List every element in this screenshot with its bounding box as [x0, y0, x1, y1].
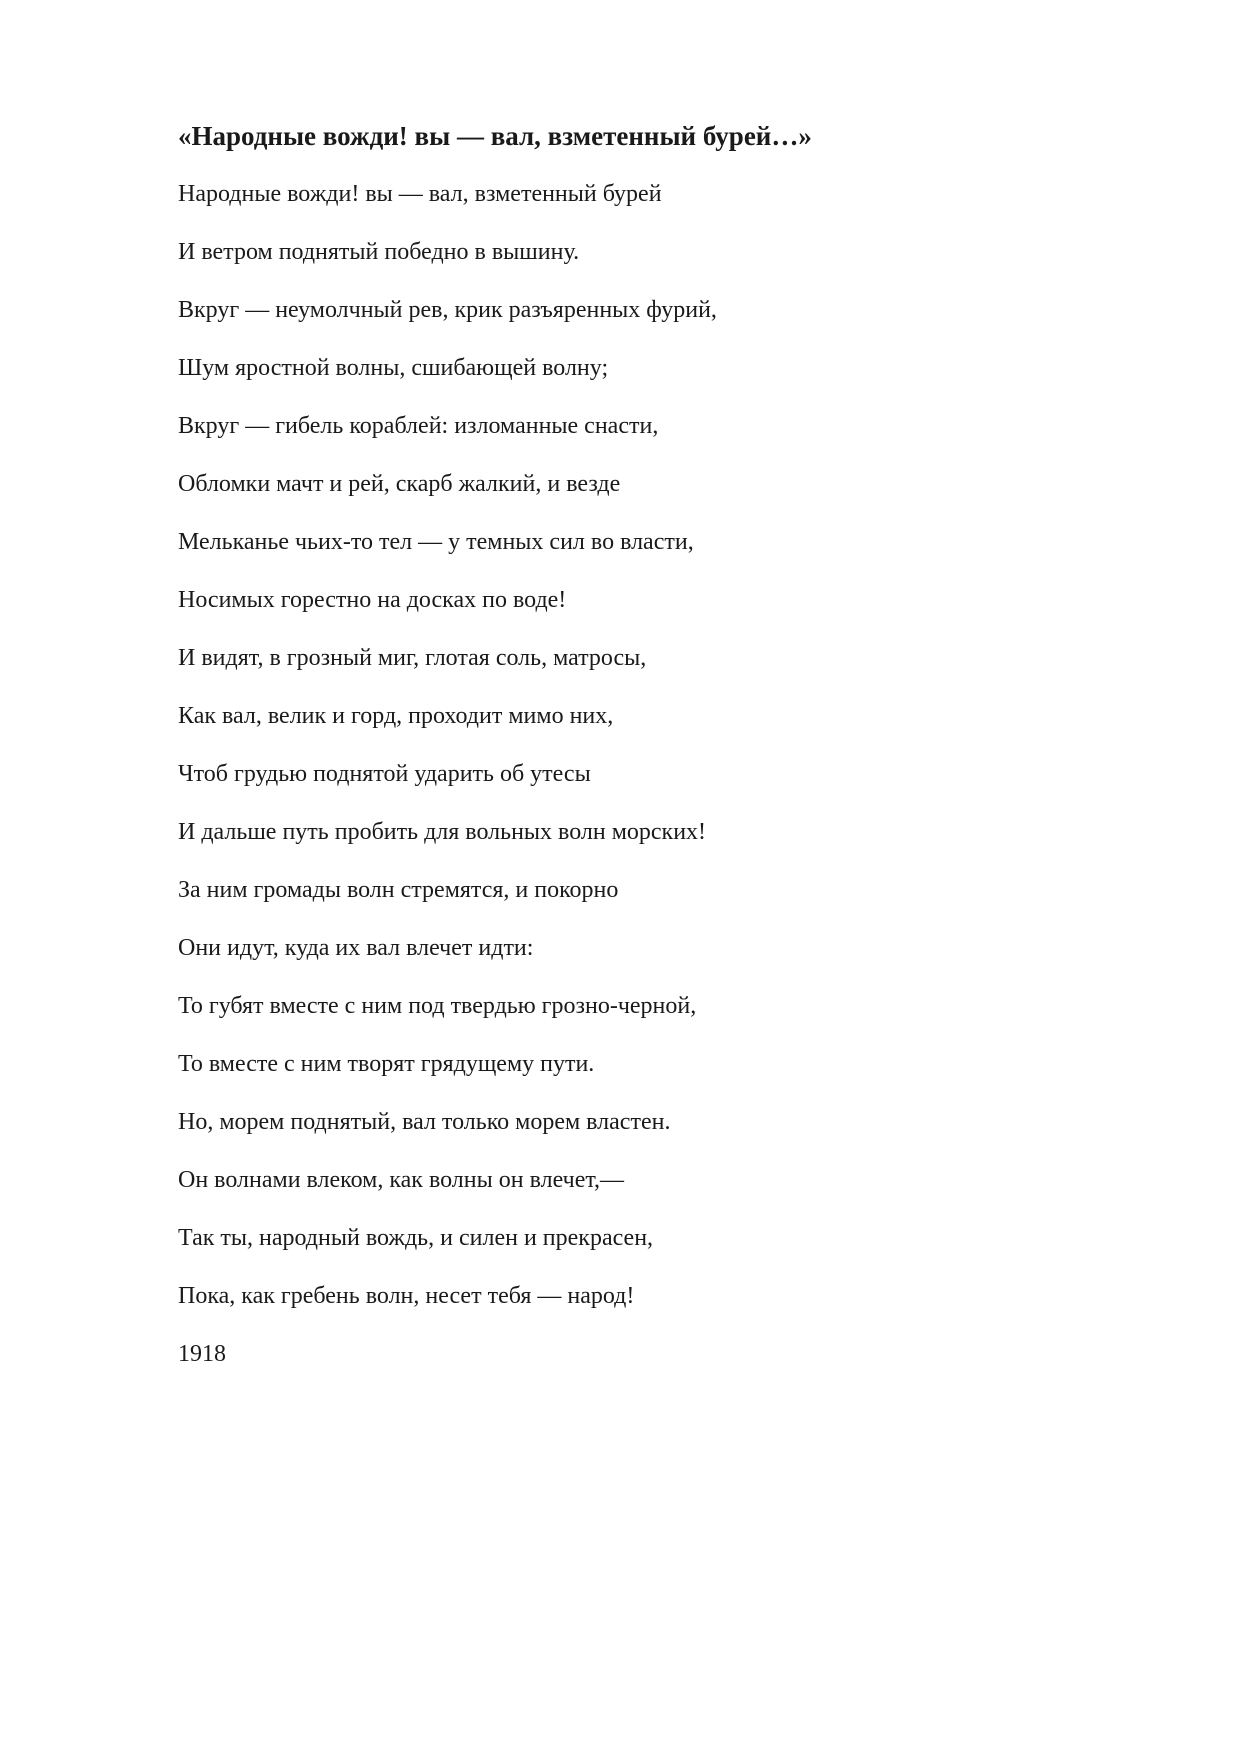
poem-body: [178, 179, 717, 1397]
poem-title: «Народные вожди! вы — вал, взметенный бурей…»: [178, 121, 812, 151]
poem-line: Мельканье чьих-то тел — у темных сил во власти,: [178, 529, 694, 555]
poem-content: [178, 119, 1128, 1367]
poem-line: За ним громады волн стремятся, и покорно: [178, 877, 619, 903]
poem-line: Он волнами влеком, как волны он влечет,—: [178, 1167, 625, 1193]
poem-line: Чтоб грудью поднятой ударить об утесы: [178, 761, 591, 787]
poem-line: Так ты, народный вождь, и силен и прекрасен,: [178, 1225, 654, 1251]
poem-line: То губят вместе с ним под твердью грозно-черной,: [178, 993, 697, 1019]
poem-line: И дальше путь пробить для вольных волн морских!: [178, 819, 707, 845]
poem-line: Народные вожди! вы — вал, взметенный бурей: [178, 181, 662, 207]
poem-line: Шум яростной волны, сшибающей волну;: [178, 355, 609, 381]
poem-line: Но, морем поднятый, вал только морем властен.: [178, 1109, 671, 1135]
poem-line: Вкруг — неумолчный рев, крик разъяренных фурий,: [178, 297, 717, 323]
poem-line: И ветром поднятый победно в вышину.: [178, 239, 580, 265]
poem-line: То вместе с ним творят грядущему пути.: [178, 1051, 595, 1077]
poem-line: Они идут, куда их вал влечет идти:: [178, 935, 534, 961]
poem-line: Как вал, велик и горд, проходит мимо них,: [178, 703, 614, 729]
poem-line: Вкруг — гибель кораблей: изломанные снасти,: [178, 413, 659, 439]
poem-line: Пока, как гребень волн, несет тебя — народ!: [178, 1283, 635, 1309]
poem-year: 1918: [178, 1341, 226, 1367]
poem-line: Носимых горестно на досках по воде!: [178, 587, 567, 613]
poem-line: И видят, в грозный миг, глотая соль, матросы,: [178, 645, 647, 671]
poem-line: Обломки мачт и рей, скарб жалкий, и везде: [178, 471, 621, 497]
